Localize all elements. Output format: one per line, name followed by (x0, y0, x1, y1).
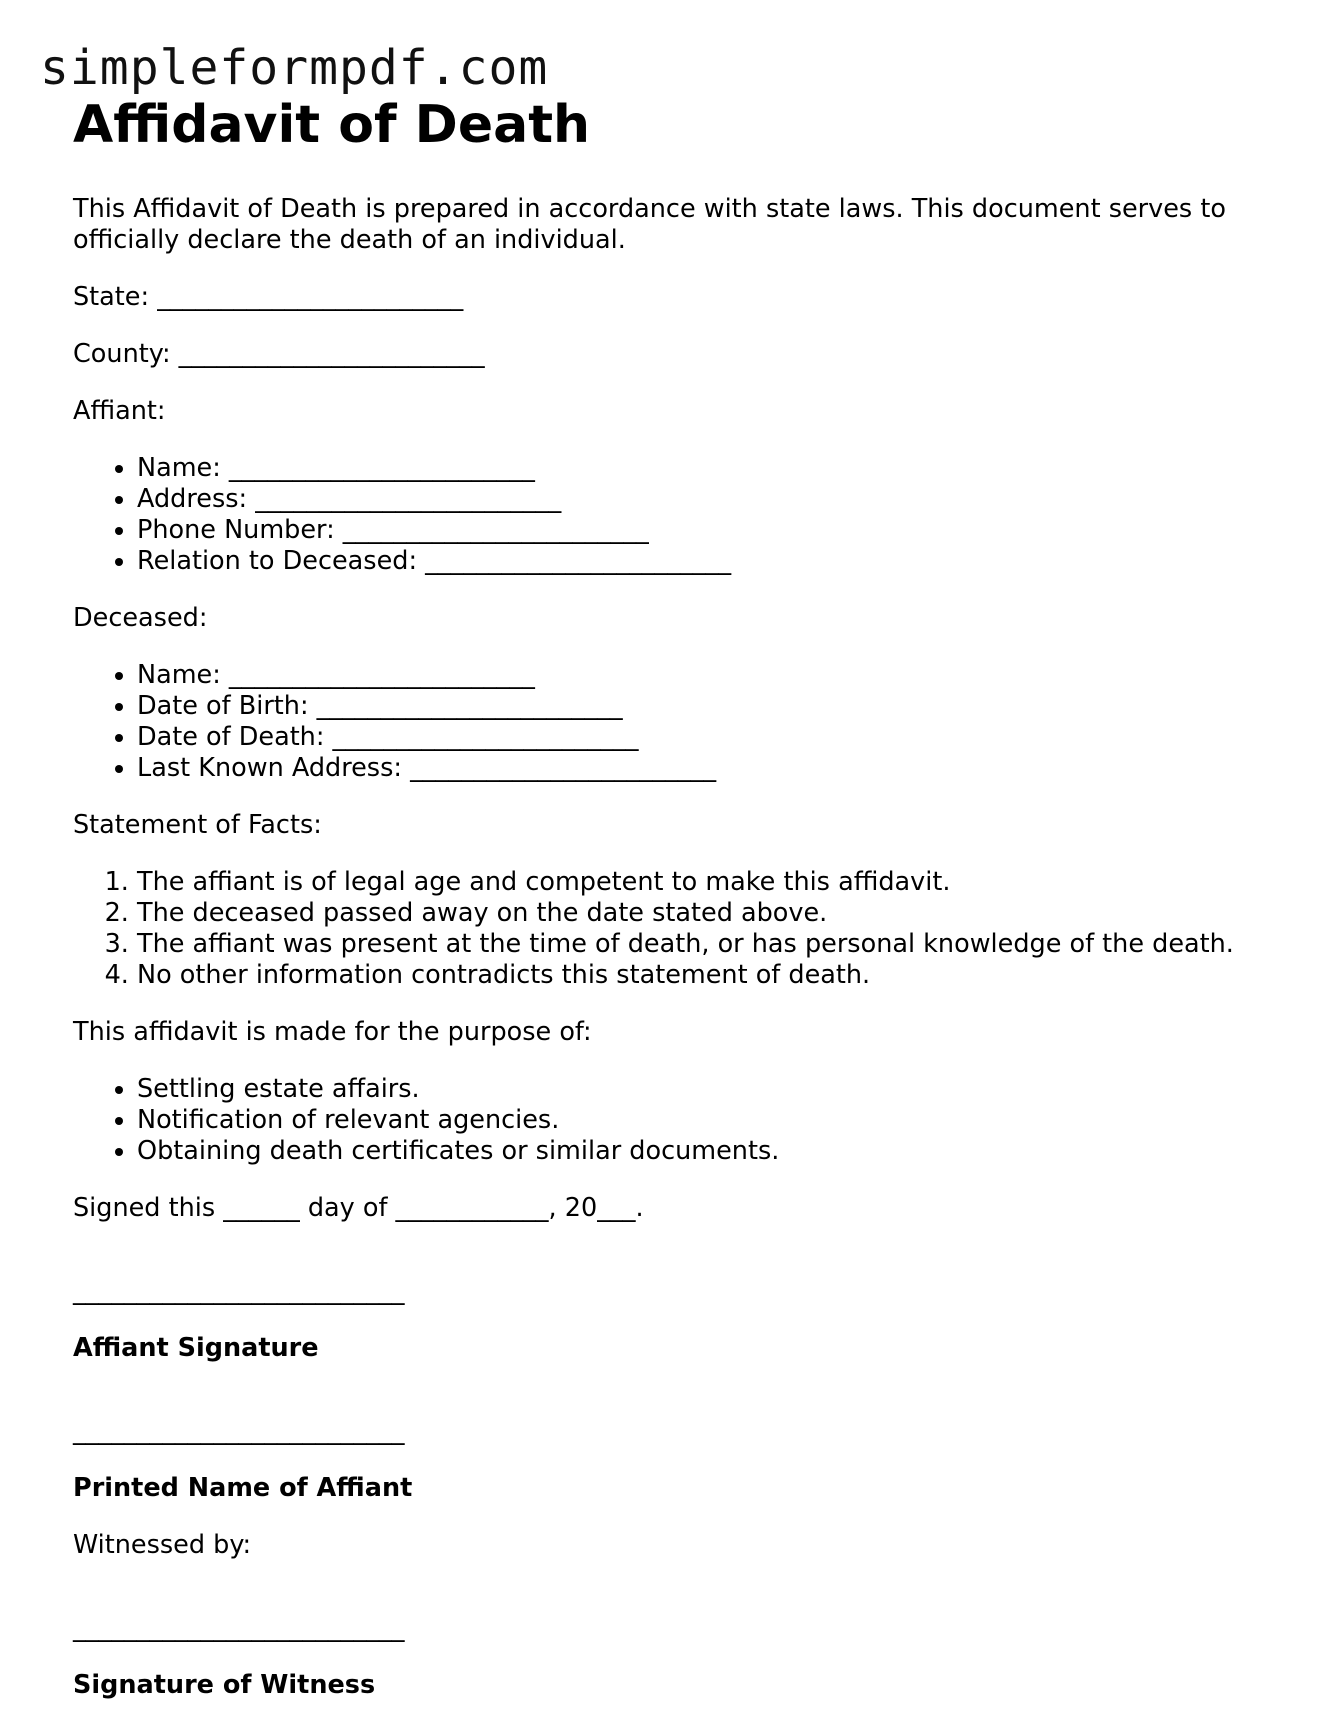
affiant-signature-line[interactable]: __________________________ (73, 1276, 405, 1306)
printed-name-label: Printed Name of Affiant (73, 1473, 413, 1503)
purpose-item: • Settling estate affairs. (137, 1074, 1273, 1105)
witness-signature-label: Signature of Witness (73, 1670, 376, 1700)
affiant-address-field[interactable]: • Address: ________________________ (137, 484, 1273, 515)
intro-paragraph: This Affidavit of Death is prepared in accordance with state laws. This document serves to officially declare the death of an individual. (73, 194, 1226, 255)
deceased-address-field[interactable]: • Last Known Address: ________________________ (137, 753, 1273, 784)
affiant-heading: Affiant: (73, 396, 166, 426)
facts-list (73, 867, 1273, 991)
spacer (73, 1250, 1273, 1276)
witnessed-by-label: Witnessed by: (73, 1530, 252, 1560)
fact-item: 3. The affiant was present at the time of death, or has personal knowledge of the death. (137, 929, 1273, 960)
affiant-signature-label: Affiant Signature (73, 1333, 319, 1363)
deceased-fields-list (73, 660, 1273, 784)
document-title: Affidavit of Death (73, 95, 591, 155)
spacer (73, 1587, 1273, 1613)
fact-item: 1. The affiant is of legal age and competent to make this affidavit. (137, 867, 1273, 898)
deceased-death-date-field[interactable]: • Date of Death: ________________________ (137, 722, 1273, 753)
purpose-list (73, 1074, 1273, 1167)
affiant-fields-list (73, 453, 1273, 577)
signed-date-line[interactable]: Signed this ______ day of ____________, 20___. (73, 1193, 644, 1223)
facts-heading: Statement of Facts: (73, 810, 322, 840)
purpose-item: • Notification of relevant agencies. (137, 1105, 1273, 1136)
witness-signature-line[interactable]: __________________________ (73, 1613, 405, 1643)
watermark-text: simpleformpdf.com (40, 40, 549, 96)
affiant-phone-field[interactable]: • Phone Number: ________________________ (137, 515, 1273, 546)
purpose-item: • Obtaining death certificates or similar documents. (137, 1136, 1273, 1167)
purpose-heading: This affidavit is made for the purpose of: (73, 1017, 592, 1047)
affiant-name-field[interactable]: • Name: ________________________ (137, 453, 1273, 484)
deceased-heading: Deceased: (73, 603, 208, 633)
affidavit-document (73, 92, 1273, 1727)
deceased-birth-date-field[interactable]: • Date of Birth: ________________________ (137, 691, 1273, 722)
state-field[interactable]: State: ________________________ (73, 282, 464, 312)
affiant-relation-field[interactable]: • Relation to Deceased: ________________________ (137, 546, 1273, 577)
spacer (73, 1390, 1273, 1416)
county-field[interactable]: County: ________________________ (73, 339, 485, 369)
fact-item: 2. The deceased passed away on the date stated above. (137, 898, 1273, 929)
printed-name-line[interactable]: __________________________ (73, 1416, 405, 1446)
fact-item: 4. No other information contradicts this statement of death. (137, 960, 1273, 991)
deceased-name-field[interactable]: • Name: ________________________ (137, 660, 1273, 691)
